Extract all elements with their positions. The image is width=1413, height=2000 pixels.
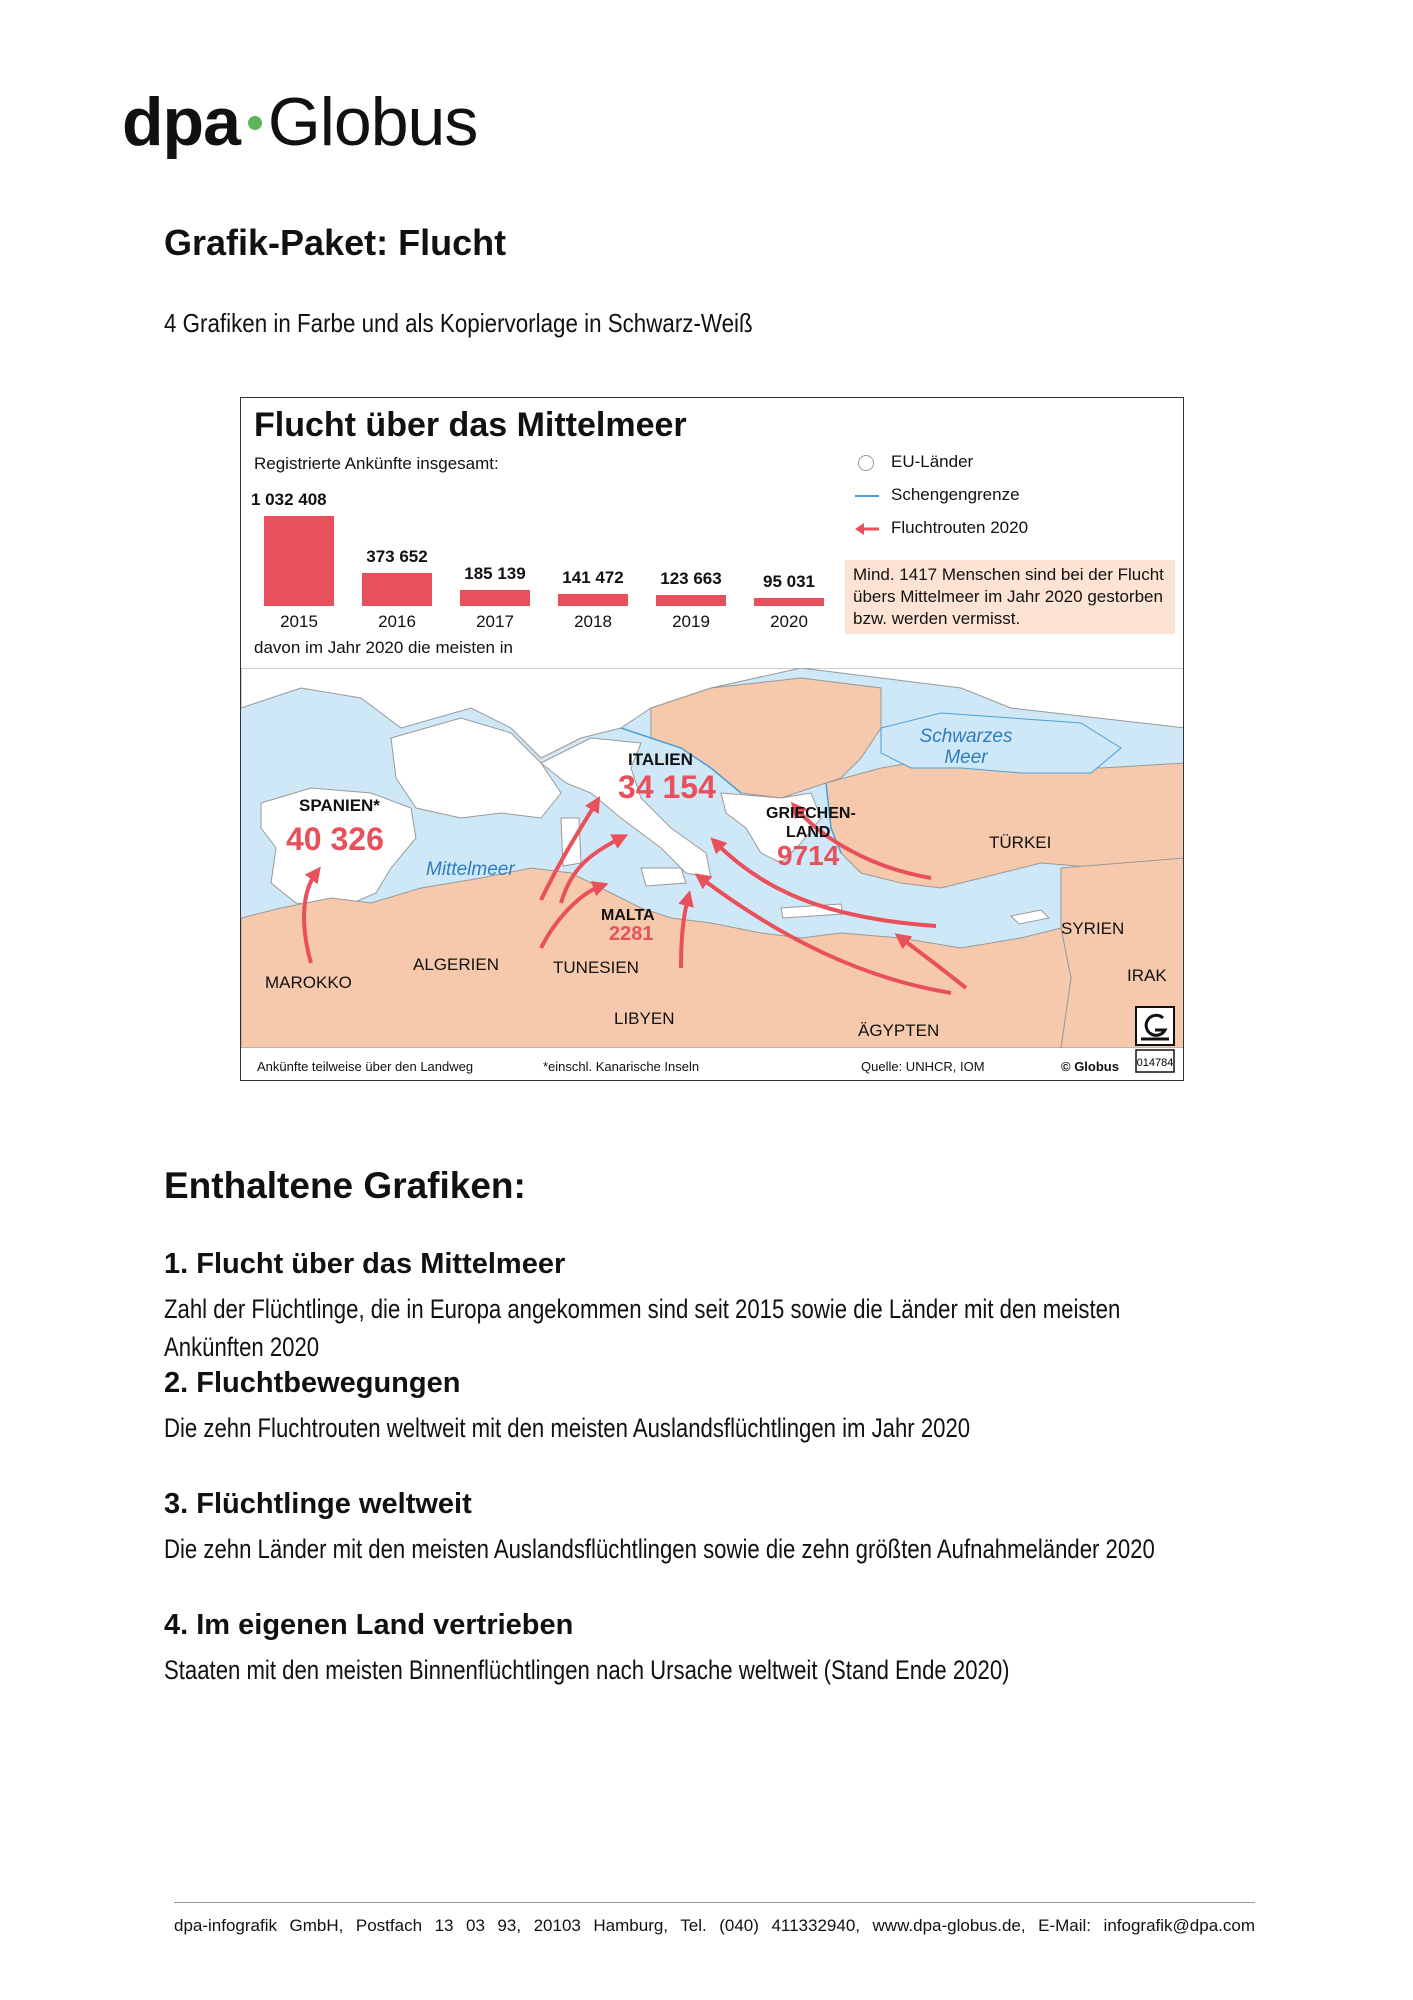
deaths-note: Mind. 1417 Menschen sind bei der Flucht übers Mittelmeer im Jahr 2020 gestorben bzw. werden vermisst. <box>845 560 1175 634</box>
label-egypt: ÄGYPTEN <box>858 1021 940 1040</box>
bar-2020 <box>754 598 824 606</box>
label-mediterranean: Mittelmeer <box>426 859 515 880</box>
legend-schengen-label: Schengengrenze <box>891 485 1020 504</box>
schengen-line-icon <box>855 495 879 497</box>
infographic-flucht-mittelmeer <box>240 397 1184 1081</box>
mediterranean-map <box>241 668 1184 1048</box>
value-greece: 9714 <box>777 840 840 871</box>
label-spain: SPANIEN* <box>299 796 380 815</box>
label-turkey: TÜRKEI <box>989 833 1052 852</box>
label-algeria: ALGERIEN <box>413 955 499 974</box>
footer-canary-note: *einschl. Kanarische Inseln <box>543 1059 700 1074</box>
label-greece-2: LAND <box>786 824 831 841</box>
graphic-footer <box>241 1048 1184 1081</box>
bar-2017 <box>460 590 530 606</box>
bar-year-2015: 2015 <box>280 612 318 631</box>
bar-label-2015: 1 032 408 <box>251 490 327 509</box>
footer-divider <box>174 1902 1255 1903</box>
globus-mark-icon <box>1135 1006 1175 1074</box>
legend-eu-label: EU-Länder <box>891 452 974 471</box>
item-4-desc: Staaten mit den meisten Binnenflüchtlingen nach Ursache weltweit (Stand Ende 2020) <box>164 1655 1010 1685</box>
item-1-title: 1. Flucht über das Mittelmeer <box>164 1248 566 1280</box>
bar-year-2018: 2018 <box>574 612 612 631</box>
sicily <box>641 868 686 886</box>
page-title: Grafik-Paket: Flucht <box>164 222 507 263</box>
label-morocco: MAROKKO <box>265 973 352 992</box>
legend-routes-label: Fluchtrouten 2020 <box>891 518 1029 537</box>
value-italy: 34 154 <box>618 769 716 805</box>
graphic-davon-text: davon im Jahr 2020 die meisten in <box>254 638 513 657</box>
page-footer: dpa-infografik GmbH, Postfach 13 03 93, 20103 Hamburg, Tel. (040) 411332940, www.dpa-globus.de, E-Mail: infografik@dpa.com <box>174 1916 1255 1935</box>
item-4-title: 4. Im eigenen Land vertrieben <box>164 1609 574 1641</box>
label-black-sea-2: Meer <box>944 747 988 768</box>
graphic-code: 014784 <box>1136 1057 1174 1069</box>
bar-year-2017: 2017 <box>476 612 514 631</box>
graphic-title: Flucht über das Mittelmeer <box>254 406 687 444</box>
item-2-title: 2. Fluchtbewegungen <box>164 1367 461 1399</box>
footer-copyright: © Globus <box>1061 1059 1119 1074</box>
route-arrow-icon <box>855 522 881 536</box>
label-greece-1: GRIECHEN- <box>766 805 856 822</box>
value-spain: 40 326 <box>286 821 384 857</box>
bar-label-2017: 185 139 <box>464 563 526 583</box>
label-tunisia: TUNESIEN <box>553 958 639 977</box>
item-1-desc: Zahl der Flüchtlinge, die in Europa angekommen sind seit 2015 sowie die Länder mit den meisten Ankünften 2020 <box>164 1294 1121 1362</box>
footer-source: Quelle: UNHCR, IOM <box>861 1059 985 1074</box>
logo-globus: Globus <box>267 84 478 160</box>
logo-dot <box>248 116 262 130</box>
section-title: Enthaltene Grafiken: <box>164 1165 526 1206</box>
label-malta: MALTA <box>601 907 655 924</box>
graphic-subtitle: Registrierte Ankünfte insgesamt: <box>254 454 499 473</box>
value-malta: 2281 <box>609 923 654 945</box>
eu-circle-icon <box>858 455 874 471</box>
bar-2016 <box>362 573 432 606</box>
bar-label-2020: 95 031 <box>763 571 815 591</box>
label-italy: ITALIEN <box>628 750 693 769</box>
page-subtitle: 4 Grafiken in Farbe und als Kopiervorlage in Schwarz-Weiß <box>164 308 753 338</box>
logo-dpa: dpa <box>122 84 240 160</box>
bar-label-2018: 141 472 <box>562 567 624 587</box>
label-libya: LIBYEN <box>614 1009 675 1028</box>
item-3-desc: Die zehn Länder mit den meisten Auslandsflüchtlingen sowie die zehn größten Aufnahmeländer 2020 <box>164 1534 1155 1564</box>
bar-label-2019: 123 663 <box>660 569 722 589</box>
dpa-globus-logo <box>122 84 478 160</box>
label-iraq: IRAK <box>1127 966 1167 985</box>
label-syria: SYRIEN <box>1061 919 1125 938</box>
bar-year-2020: 2020 <box>770 612 808 631</box>
bar-year-2016: 2016 <box>378 612 416 631</box>
bar-2018 <box>558 594 628 606</box>
bar-2019 <box>656 595 726 606</box>
bar-label-2016: 373 652 <box>366 547 428 567</box>
footer-land-note: Ankünfte teilweise über den Landweg <box>257 1059 474 1074</box>
label-black-sea-1: Schwarzes <box>919 726 1013 747</box>
item-2-desc: Die zehn Fluchtrouten weltweit mit den meisten Auslandsflüchtlingen im Jahr 2020 <box>164 1413 971 1443</box>
bar-year-2019: 2019 <box>672 612 710 631</box>
item-3-title: 3. Flüchtlinge weltweit <box>164 1488 472 1520</box>
bar-2015 <box>264 516 334 606</box>
